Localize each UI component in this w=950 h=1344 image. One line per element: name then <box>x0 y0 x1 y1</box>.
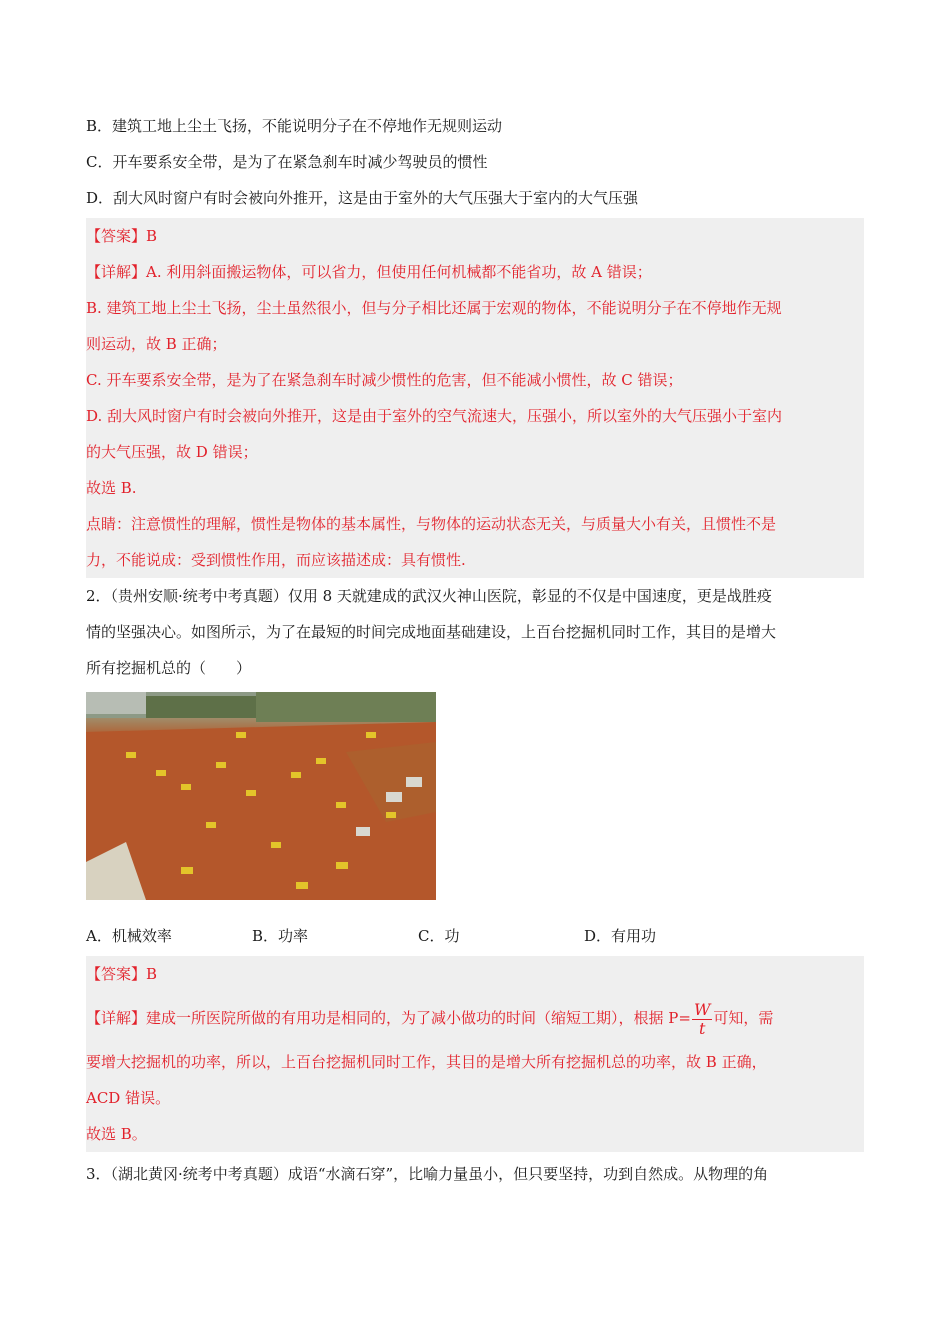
q2-option-a: A．机械效率 <box>86 927 172 945</box>
q1-detail-a <box>86 254 864 290</box>
q2-answer-block <box>86 956 864 1152</box>
q1-answer-block <box>86 218 864 578</box>
q2-detail-tag: 【详解】 <box>86 1009 147 1027</box>
q2-option-d: D．有用功 <box>584 927 657 945</box>
construction-site-photo <box>86 692 436 900</box>
q2-options <box>86 918 864 954</box>
q2-answer: 【答案】B <box>86 965 158 983</box>
q1-option-c: C．开车要系安全带，是为了在紧急刹车时减少驾驶员的惯性 <box>86 153 488 171</box>
q2-detail-1 <box>86 992 864 1044</box>
q1-note2: 力，不能说成：受到惯性作用，而应该描述成：具有惯性. <box>86 551 466 569</box>
q1-choose: 故选 B. <box>86 479 137 497</box>
q1-answer: 【答案】B <box>86 227 158 245</box>
q2-detail-1-post: 可知，需 <box>713 1009 774 1027</box>
q2-detail-1-pre: 建成一所医院所做的有用功是相同的，为了减小做功的时间（缩短工期），根据 P= <box>146 1009 691 1027</box>
q2-choose: 故选 B。 <box>86 1125 147 1143</box>
q2-detail-3: ACD 错误。 <box>86 1089 171 1107</box>
excavators-illustration <box>86 692 436 900</box>
power-formula-fraction <box>692 1001 712 1038</box>
q1-detail-d1: D. 刮大风时窗户有时会被向外推开，这是由于室外的空气流速大，压强小，所以室外的大气压强小于室内 <box>86 407 783 425</box>
q1-detail-tag: 【详解】 <box>86 263 147 281</box>
q2-option-c: C．功 <box>418 927 460 945</box>
q1-option-d: D．刮大风时窗户有时会被向外推开，这是由于室外的大气压强大于室内的大气压强 <box>86 189 639 207</box>
q2-stem-1: 2．（贵州安顺·统考中考真题）仅用 8 天就建成的武汉火神山医院，彰显的不仅是中国速度，更是战胜疫 <box>86 587 772 605</box>
q2-stem-3: 所有挖掘机总的（ ） <box>86 659 252 677</box>
q1-detail-a-text: A. 利用斜面搬运物体，可以省力，但使用任何机械都不能省功，故 A 错误； <box>146 263 652 281</box>
q1-detail-b1: B. 建筑工地上尘土飞扬，尘土虽然很小，但与分子相比还属于宏观的物体，不能说明分子在不停地作无规 <box>86 299 782 317</box>
fraction-numerator: W <box>693 999 711 1019</box>
fraction-denominator: t <box>698 1018 706 1038</box>
q2-stem-2: 情的坚强决心。如图所示，为了在最短的时间完成地面基础建设，上百台挖掘机同时工作，其目的是增大 <box>86 623 777 641</box>
document-page <box>86 108 864 1192</box>
q2-detail-2: 要增大挖掘机的功率，所以，上百台挖掘机同时工作，其目的是增大所有挖掘机总的功率，故 B 正确， <box>86 1053 767 1071</box>
q3-stem-1: 3．（湖北黄冈·统考中考真题）成语“水滴石穿”，比喻力量虽小，但只要坚持，功到自然成。从物理的角 <box>86 1165 769 1183</box>
q1-option-b: B．建筑工地上尘土飞扬，不能说明分子在不停地作无规则运动 <box>86 117 503 135</box>
q1-detail-b2: 则运动，故 B 正确； <box>86 335 227 353</box>
q1-detail-c: C. 开车要系安全带，是为了在紧急刹车时减少惯性的危害，但不能减小惯性，故 C 错误； <box>86 371 683 389</box>
q2-option-b: B．功率 <box>252 927 309 945</box>
q1-note1: 点睛：注意惯性的理解，惯性是物体的基本属性，与物体的运动状态无关，与质量大小有关，且惯性不是 <box>86 515 777 533</box>
q1-detail-d2: 的大气压强，故 D 错误； <box>86 443 258 461</box>
